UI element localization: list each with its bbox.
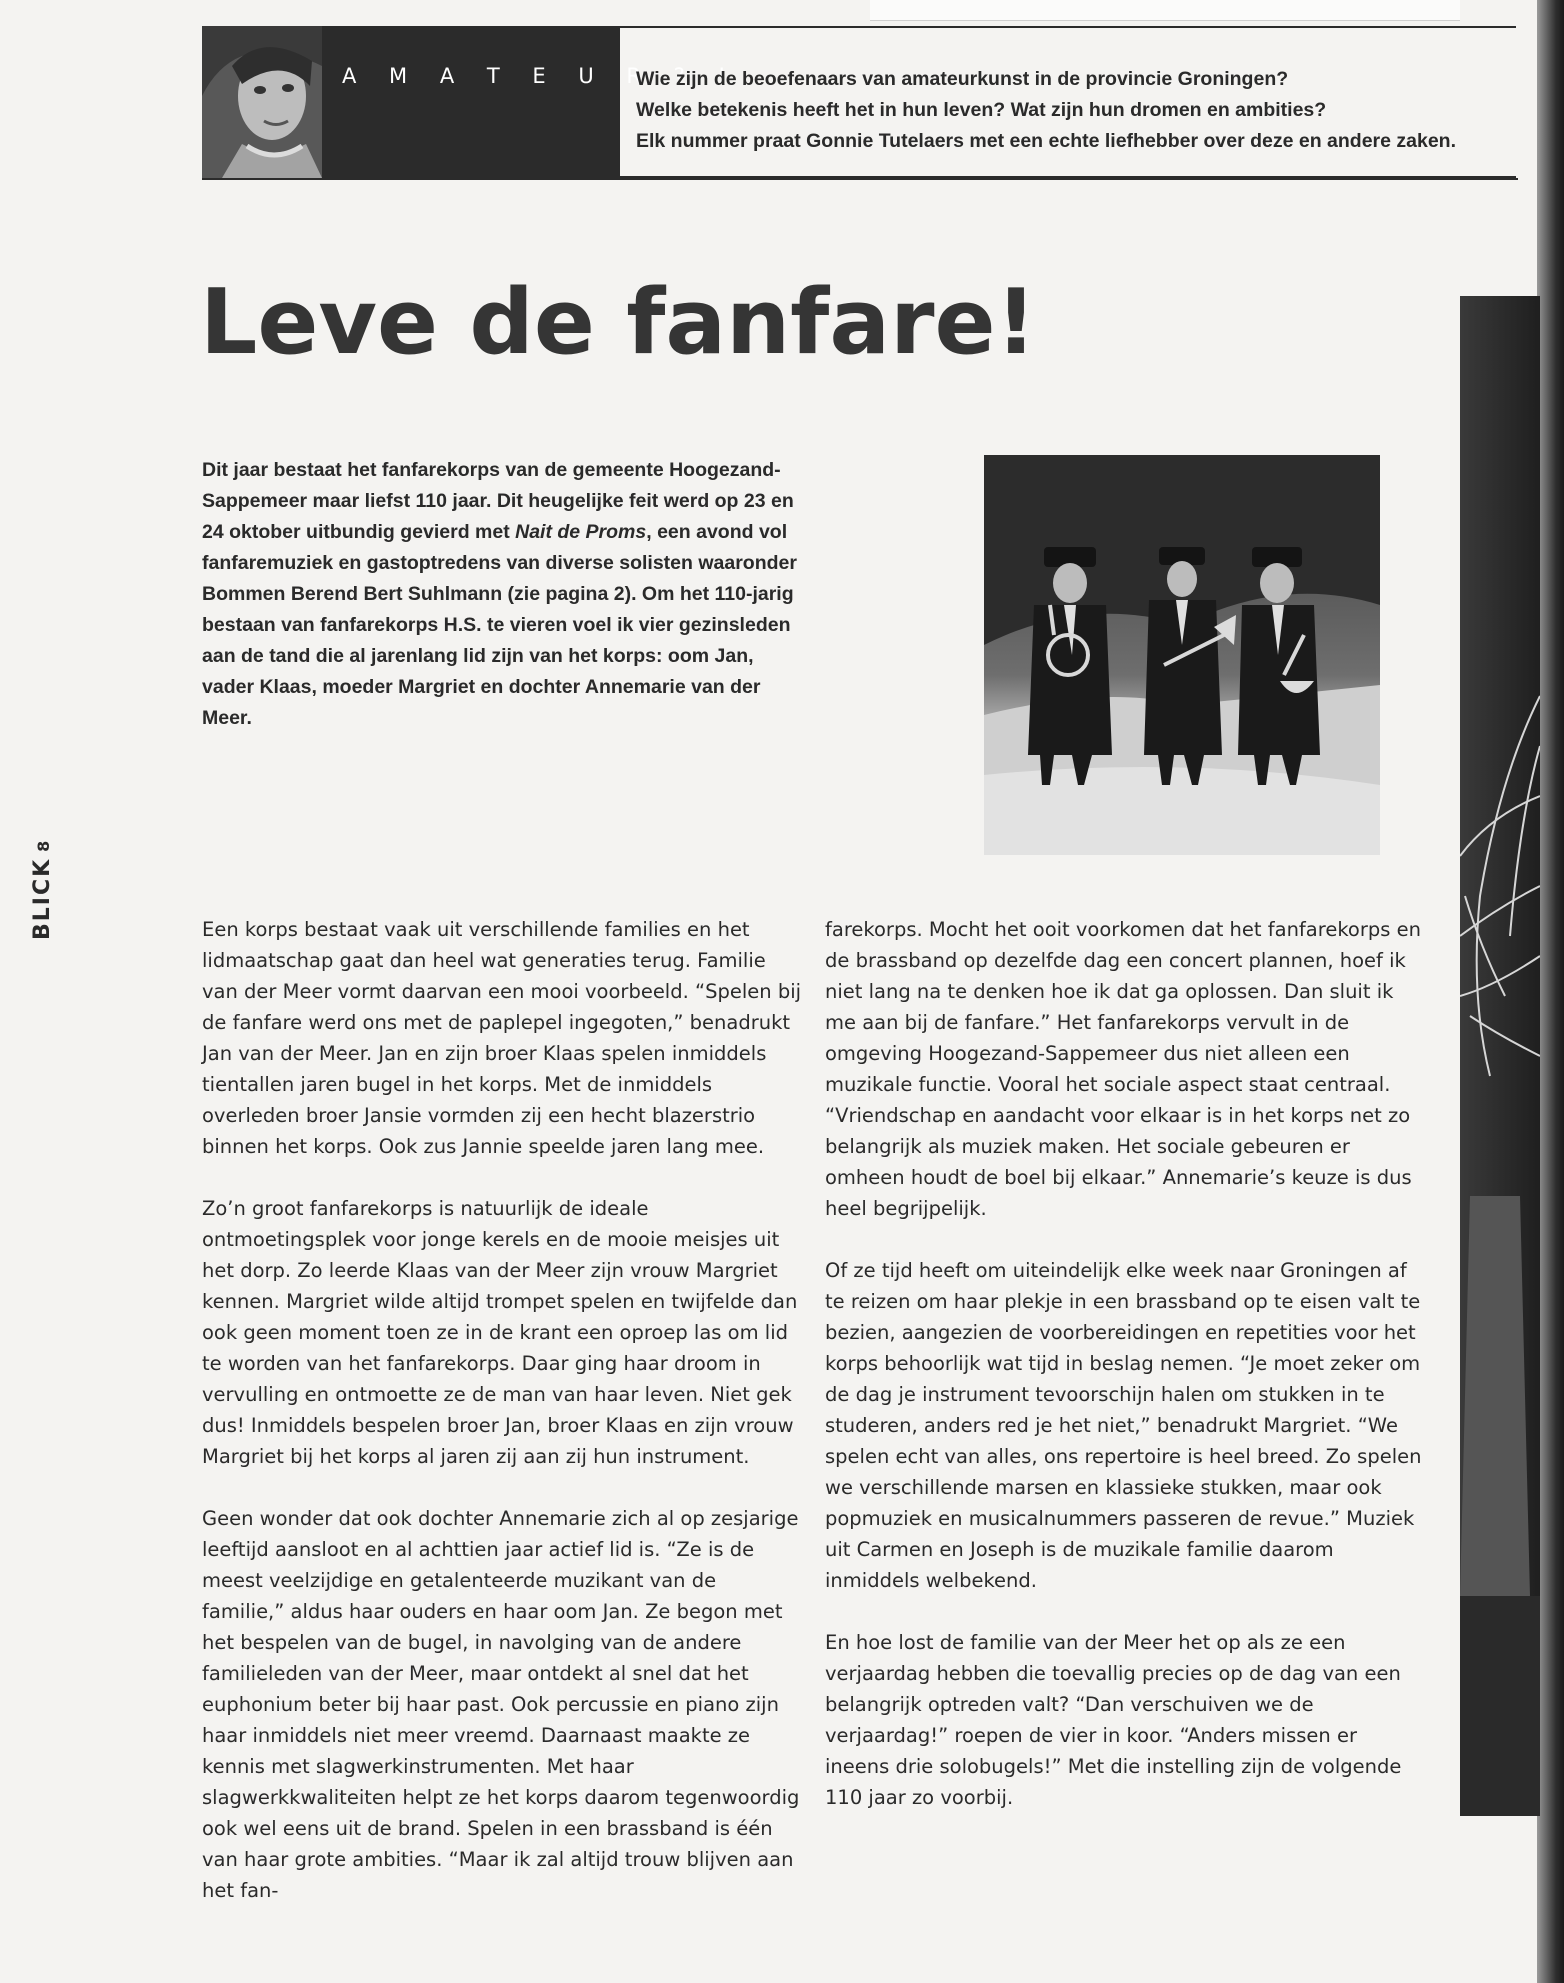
section-label-bar [322, 26, 739, 178]
intro-line: Welke betekenis heeft het in hun leven? Wat zijn hun dromen en ambities? [636, 99, 1327, 121]
column-intro [620, 26, 1516, 178]
event-name: Nait de Proms [515, 521, 647, 543]
article-lead [202, 455, 802, 734]
paragraph: En hoe lost de familie van der Meer het op als ze een verjaardag hebben die toevallig precies op de dag van een belangrijk optreden valt? “Dan verschuiven we de verjaardag!” roepen de vier in koor. “Anders missen er ineens drie solobugels!” Met die instelling zijn de volgende 110 jaar zo voorbij. [825, 1631, 1402, 1809]
paragraph: Of ze tijd heeft om uiteindelijk elke week naar Groningen af te reizen om haar plekje in een brassband op te eisen valt te bezien, aangezien de voorbereidingen en repetities voor het korps behoorlijk wat tijd in beslag nemen. “Je moet zeker om de dag je instrument tevoorschijn halen om stukken in te studeren, anders red je het niet,” benadrukt Margriet. “We spelen echt van alles, ons repertoire is heel breed. Zo spelen we verschillende marsen en klassieke stukken, maar ook popmuziek en musicalnummers passeren de revue.” Muziek uit Carmen en Joseph is de muzikale familie daarom inmiddels welbekend. [825, 1259, 1422, 1592]
folio-text [30, 839, 55, 940]
article-title: Leve de fanfare! [200, 270, 1037, 375]
paragraph: Een korps bestaat vaak uit verschillende families en het lidmaatschap gaat dan heel wat generaties terug. Familie van der Meer vormt daarvan een mooi voorbeeld. “Spelen bij de fanfare werd ons met de paplepel ingegoten,” benadrukt Jan van der Meer. Jan en zijn broer Klaas spelen inmiddels tientallen jaren bugel in het korps. Met de inmiddels overleden broer Jansie vormden zij een hecht blazerstrio binnen het korps. Ook zus Jannie speelde jaren lang mee. [202, 918, 802, 1158]
folio [30, 830, 70, 940]
lead-text: Dit jaar bestaat het fanfarekorps van de gemeente Hoogezand-Sappemeer maar liefst 110 jaar. Dit heugelijke feit werd op 23 en 24 oktober uitbundig gevierd met [202, 459, 794, 543]
intro-lines [636, 64, 1456, 157]
page-number: 8 [34, 838, 53, 852]
magazine-name: BLICK [30, 857, 55, 940]
intro-line: Wie zijn de beoefenaars van amateurkunst in de provincie Groningen? [636, 68, 1289, 90]
page-edge [870, 0, 1460, 21]
body-column-left [202, 914, 802, 1937]
scan-edge-shadow [1537, 0, 1564, 1983]
band-photo [984, 455, 1380, 855]
side-photo-strip [1460, 296, 1540, 1816]
section-label: A M A T E U R ? ! [342, 64, 739, 88]
columnist-portrait [202, 26, 322, 178]
paragraph: Zo’n groot fanfarekorps is natuurlijk de ideale ontmoetingsplek voor jonge kerels en de mooie meisjes uit het dorp. Zo leerde Klaas van der Meer zijn vrouw Margriet kennen. Margriet wilde altijd trompet spelen en twijfelde dan ook geen moment toen ze in de krant een oproep las om lid te worden van het fanfarekorps. Daar ging haar droom in vervulling en ontmoette ze de man van haar leven. Niet gek dus! Inmiddels bespelen broer Jan, broer Klaas en zijn vrouw Margriet bij het korps al jaren zij aan zij hun instrument. [202, 1197, 798, 1468]
paragraph: Geen wonder dat ook dochter Annemarie zich al op zesjarige leeftijd aansloot en al achttien jaar actief lid is. “Ze is de meest veelzijdige en getalenteerde muzikant van de familie,” aldus haar ouders en haar oom Jan. Ze begon met het bespelen van de bugel, in navolging van de andere familieleden van der Meer, maar ontdekt al snel dat het euphonium beter bij haar past. Ook percussie en piano zijn haar inmiddels niet meer vreemd. Daarnaast maakte ze kennis met slagwerkinstrumenten. Met haar slagwerkkwaliteiten helpt ze het korps daarom tegenwoordig ook wel eens uit de brand. Spelen in een brassband is één van haar grote ambities. “Maar ik zal altijd trouw blijven aan het fan- [202, 1507, 800, 1902]
lead-text-continued: , een avond vol fanfaremuziek en gastoptredens van diverse solisten waaronder Bommen Berend Bert Suhlmann (zie pagina 2). Om het 110-jarig bestaan van fanfarekorps H.S. te vieren voel ik vier gezinsleden aan de tand die al jarenlang lid zijn van het korps: oom Jan, vader Klaas, moeder Margriet en dochter Annemarie van der Meer. [202, 521, 797, 729]
header-rule [202, 178, 1518, 180]
paragraph: farekorps. Mocht het ooit voorkomen dat het fanfarekorps en de brassband op dezelfde dag een concert plannen, hoef ik niet lang na te denken hoe ik dat ga oplossen. Dan sluit ik me aan bij de fanfare.” Het fanfarekorps vervult in de omgeving Hoogezand-Sappemeer dus niet alleen een muzikale functie. Vooral het sociale aspect staat centraal. “Vriendschap en aandacht voor elkaar is in het korps net zo belangrijk als muziek maken. Het sociale gebeuren er omheen houdt de boel bij elkaar.” Annemarie’s keuze is dus heel begrijpelijk. [825, 918, 1421, 1220]
body-column-right [825, 914, 1425, 1844]
intro-line: Elk nummer praat Gonnie Tutelaers met een echte liefhebber over deze en andere zaken. [636, 130, 1456, 152]
